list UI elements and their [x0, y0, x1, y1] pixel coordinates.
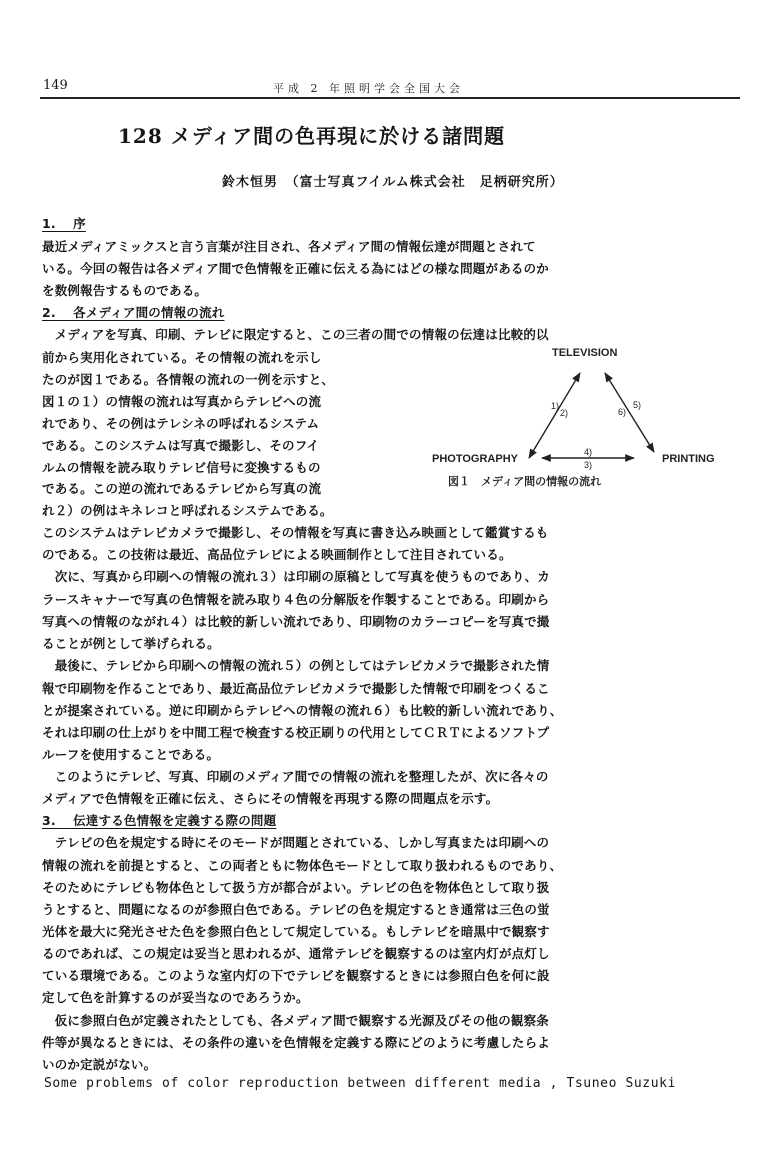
- label-television: TELEVISION: [552, 347, 618, 359]
- body-line: メディアを写真、印刷、テレビに限定すると、この三者の間での情報の伝達は比較的以: [42, 327, 549, 342]
- body-line: テレビの色を規定する時にそのモードが問題とされている、しかし写真または印刷への: [42, 835, 550, 850]
- body-line: れであり、その例はテレシネの呼ばれるシステム: [42, 416, 320, 431]
- body-line: いる。今回の報告は各メディア間で色情報を正確に伝える為にはどの様な問題があるのか: [42, 261, 550, 276]
- body-line: 次に、写真から印刷への情報の流れ３）は印刷の原稿として写真を使うものであり、カ: [42, 569, 551, 584]
- body-line: いのか定説がない。: [42, 1057, 157, 1072]
- figure-caption: 図１ メディア間の情報の流れ: [448, 475, 602, 488]
- paper-title: 128 メディア間の色再現に於ける諸問題: [118, 124, 506, 148]
- body-line: のである。この技術は最近、高品位テレビによる映画制作として注目されている。: [42, 547, 512, 562]
- body-line: うとすると、問題になるのが参照白色である。テレビの色を規定するとき通常は三色の蛍: [42, 902, 550, 917]
- body-line: 前から実用化されている。その情報の流れを示し: [42, 350, 322, 365]
- page-number: 149: [43, 78, 68, 93]
- body-line: 定して色を計算するのが妥当なのであろうか。: [42, 990, 309, 1005]
- arrow-label-3: 3): [584, 460, 593, 470]
- conference-header: 平成 2 年照明学会全国大会: [273, 82, 464, 95]
- body-line: るのであれば、この規定は妥当と思われるが、通常テレビを観察するのは室内灯が点灯し: [42, 946, 550, 961]
- body-line: とが提案されている。逆に印刷からテレビへの情報の流れ６）も比較的新しい流れであり、: [42, 703, 563, 718]
- body-line: 件等が異なるときには、その条件の違いを色情報を定義する際にどのように考慮したらよ: [42, 1035, 551, 1050]
- body-line: このシステムはテレビカメラで撮影し、その情報を写真に書き込み映画として鑑賞するも: [42, 525, 549, 540]
- body-line: このようにテレビ、写真、印刷のメディア間での情報の流れを整理したが、次に各々の: [42, 769, 549, 784]
- section-heading-1: 1. 序: [42, 216, 86, 231]
- arrow-label-5: 5): [633, 400, 642, 410]
- arrow-tv-print: [605, 373, 654, 452]
- body-line: 写真への情報のながれ４）は比較的新しい流れであり、印刷物のカラーコピーを写真で撮: [42, 614, 550, 629]
- authors: 鈴木恒男 （富士写真フイルム株式会社 足柄研究所）: [222, 175, 564, 190]
- media-flow-figure: [430, 340, 740, 490]
- body-line: 報で印刷物を作ることであり、最近高品位テレビカメラで撮影した情報で印刷をつくるこ: [42, 681, 550, 696]
- body-line: である。この逆の流れであるテレビから写真の流: [42, 481, 322, 496]
- body-line: それは印刷の仕上がりを中間工程で検査する校正刷りの代用としてＣＲＴによるソフトプ: [42, 725, 550, 740]
- body-line: ラースキャナーで写真の色情報を読み取り４色の分解版を作製することである。印刷から: [42, 592, 550, 607]
- body-line: 最近メディアミックスと言う言葉が注目され、各メディア間の情報伝達が問題とされて: [42, 239, 536, 254]
- body-line: 仮に参照白色が定義されたとしても、各メディア間で観察する光源及びその他の観察条: [42, 1013, 550, 1028]
- body-line: ルムの情報を読み取りテレビ信号に変換するもの: [42, 460, 321, 475]
- body-line: 最後に、テレビから印刷への情報の流れ５）の例としてはテレビカメラで撮影された情: [42, 658, 550, 673]
- section-heading-3: 3. 伝達する色情報を定義する際の問題: [42, 813, 277, 828]
- body-line: 情報の流れを前提とすると、この両者ともに物体色モードとして取り扱われるものであり、: [42, 858, 563, 873]
- body-line: ることが例として挙げられる。: [42, 636, 220, 651]
- label-printing: PRINTING: [662, 453, 715, 465]
- body-line: たのが図１である。各情報の流れの一例を示すと、: [42, 372, 335, 387]
- label-photography: PHOTOGRAPHY: [432, 453, 518, 465]
- english-title-footer: Some problems of color reproduction between different media , Tsuneo Suzuki: [44, 1076, 676, 1091]
- arrow-photo-tv: [529, 373, 580, 458]
- body-line: 図１の１）の情報の流れは写真からテレビへの流: [42, 394, 322, 409]
- body-line: メディアで色情報を正確に伝え、さらにその情報を再現する際の問題点を示す。: [42, 791, 499, 806]
- arrow-label-6: 6): [618, 407, 627, 417]
- section-heading-2: 2. 各メディア間の情報の流れ: [42, 305, 225, 320]
- arrow-label-2: 2): [560, 408, 569, 418]
- arrow-label-4: 4): [584, 447, 593, 457]
- body-line: 光体を最大に発光させた色を参照白色として規定している。もしテレビを暗黒中で観察す: [42, 924, 550, 939]
- body-line: を数例報告するものである。: [42, 283, 208, 298]
- header-rule: [40, 97, 740, 99]
- body-line: ルーフを使用することである。: [42, 747, 220, 762]
- body-line: ている環境である。このような室内灯の下でテレビを観察するときには参照白色を何に設: [42, 968, 550, 983]
- body-line: である。このシステムは写真で撮影し、そのフイ: [42, 438, 320, 453]
- body-line: そのためにテレビも物体色として扱う方が都合がよい。テレビの色を物体色として取り扱: [42, 880, 550, 895]
- body-line: れ２）の例はキネレコと呼ばれるシステムである。: [42, 503, 333, 518]
- arrow-label-1: 1): [551, 401, 560, 411]
